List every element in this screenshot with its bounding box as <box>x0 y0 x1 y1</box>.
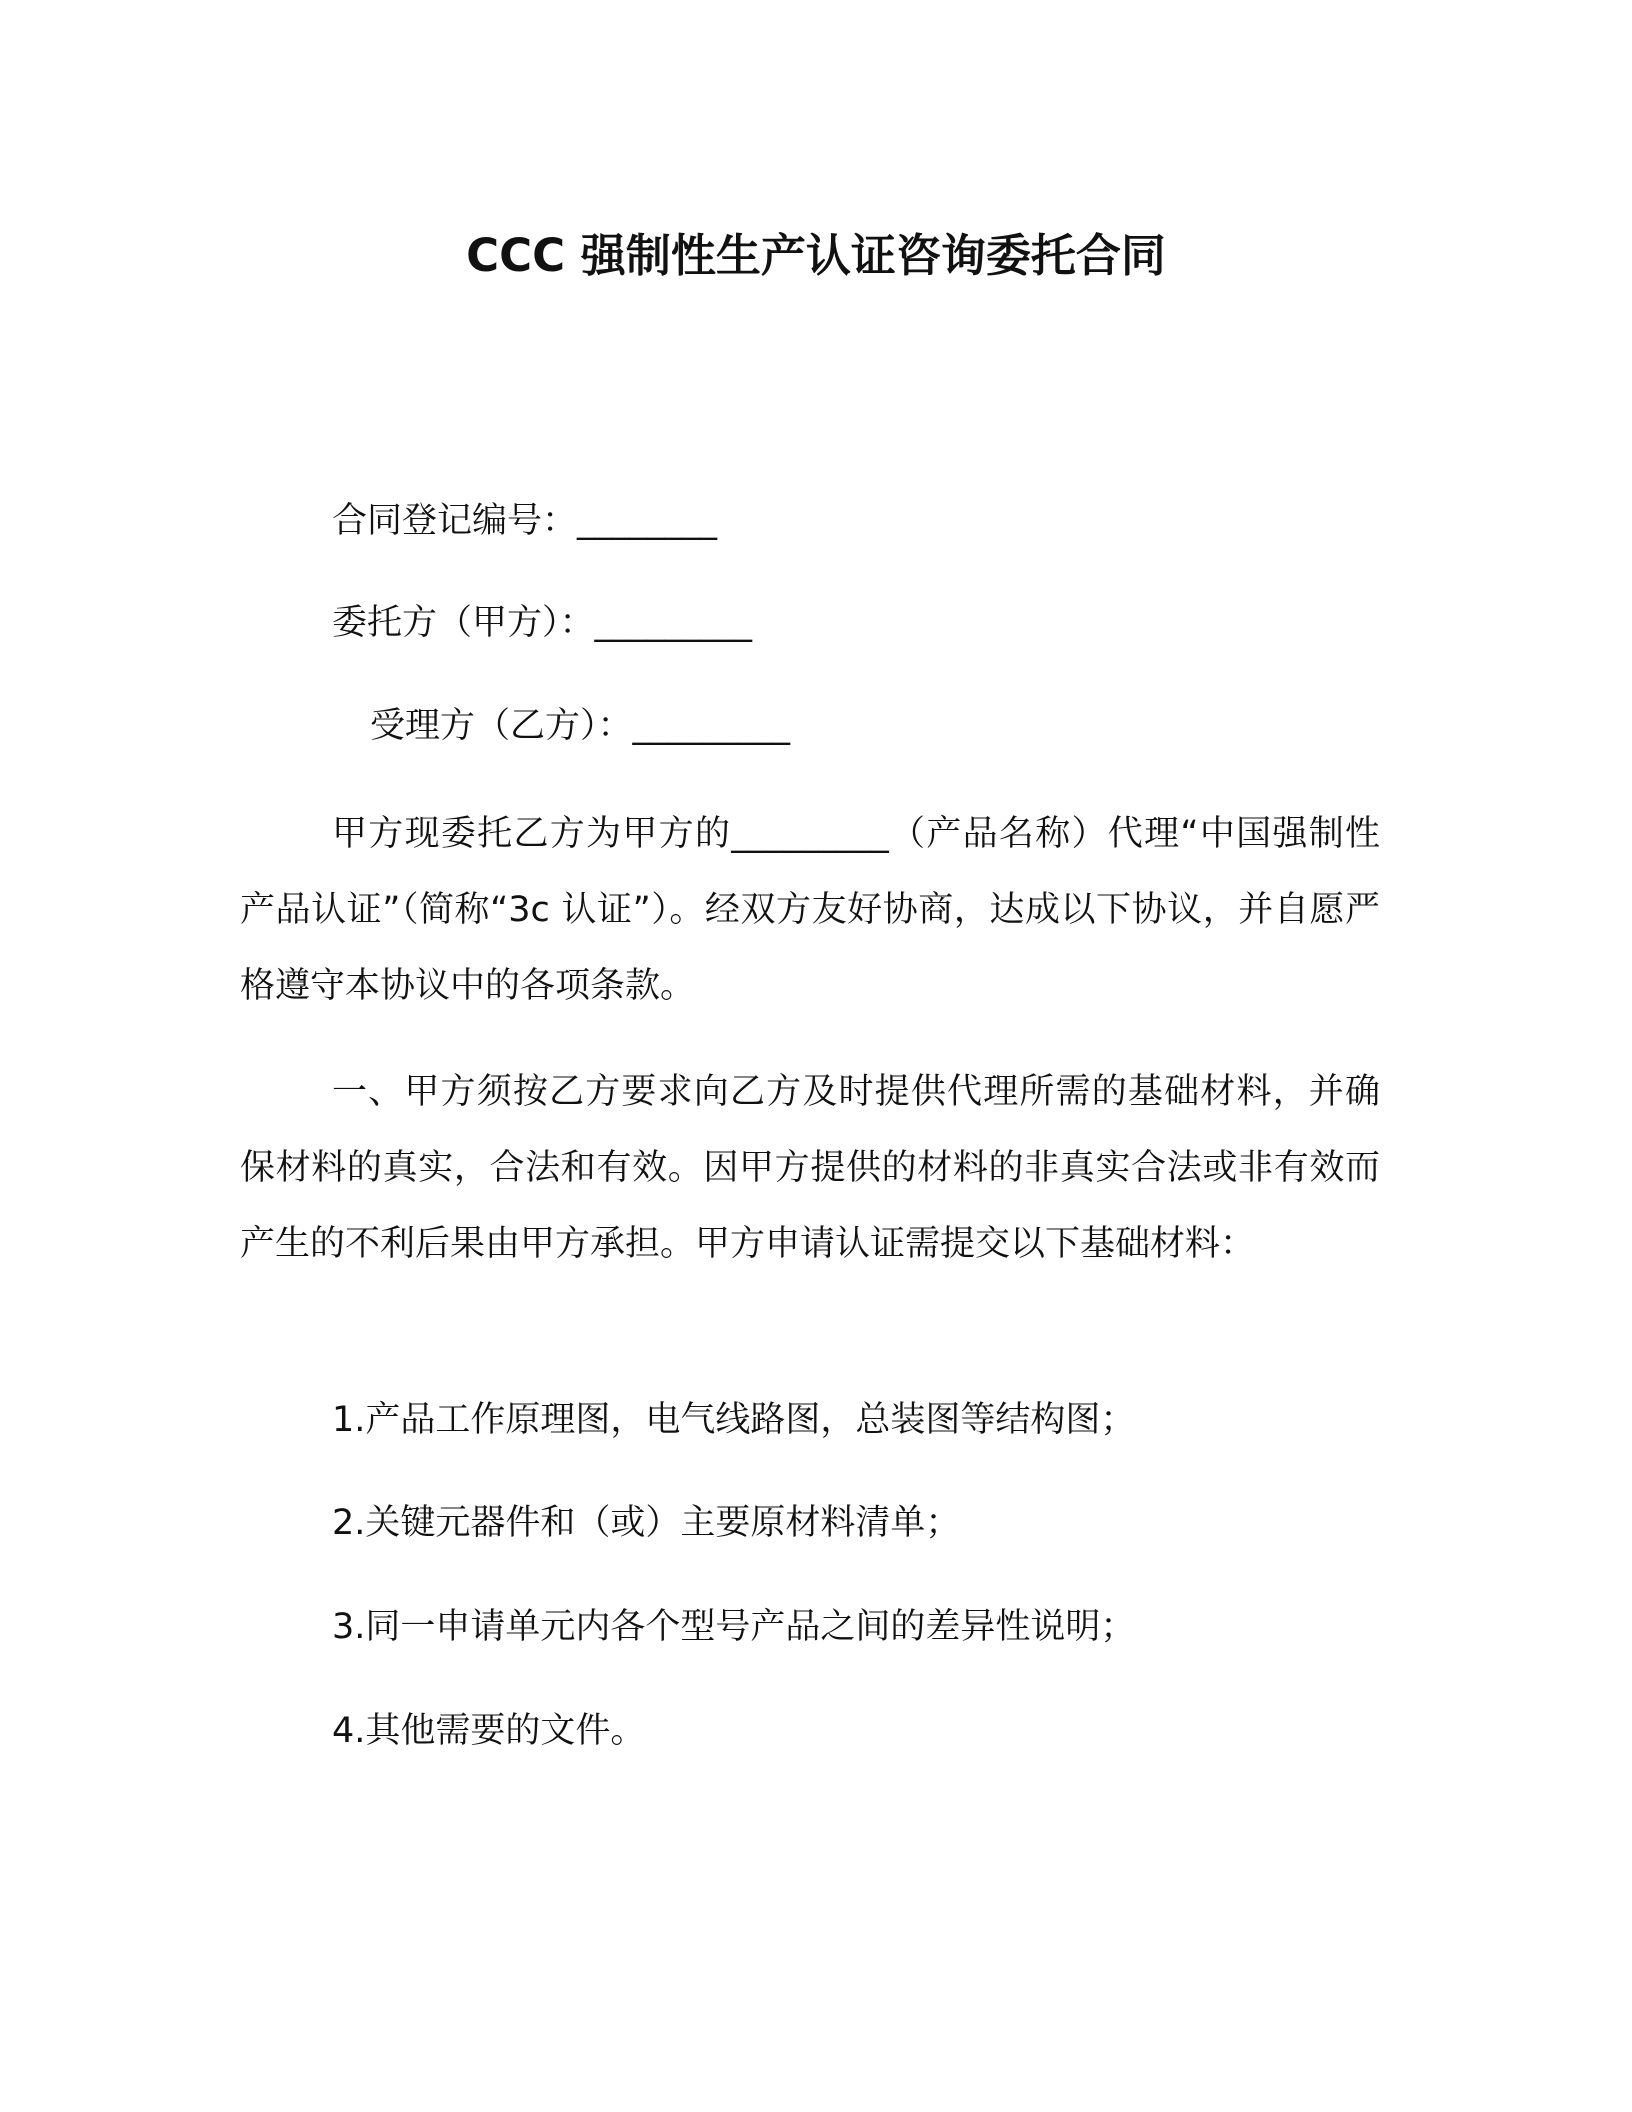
registration-number-field: 合同登记编号：________ <box>332 501 718 541</box>
party-b-field: 受理方（乙方）：_________ <box>370 706 791 746</box>
material-item: 2.关键元器件和（或）主要原材料清单； <box>332 1503 961 1543</box>
material-item: 3.同一申请单元内各个型号产品之间的差异性说明； <box>332 1607 1136 1647</box>
document-title: CCC 强制性生产认证咨询委托合同 <box>466 229 1166 282</box>
material-item: 1.产品工作原理图，电气线路图，总装图等结构图； <box>332 1400 1136 1440</box>
clause-1-paragraph: 一、甲方须按乙方要求向乙方及时提供代理所需的基础材料，并确保材料的真实，合法和有效。因甲方提供的材料的非真实合法或非有效而产生的不利后果由甲方承担。甲方申请认证需提交以下基础材料： <box>240 1072 1380 1264</box>
intro-paragraph: 甲方现委托乙方为甲方的_________（产品名称）代理“中国强制性产品认证”（简称“3c 认证”）。经双方友好协商，达成以下协议，并自愿严格遵守本协议中的各项条款。 <box>240 814 1380 1006</box>
material-item: 4.其他需要的文件。 <box>332 1711 646 1751</box>
party-a-field: 委托方（甲方）：_________ <box>332 603 753 643</box>
